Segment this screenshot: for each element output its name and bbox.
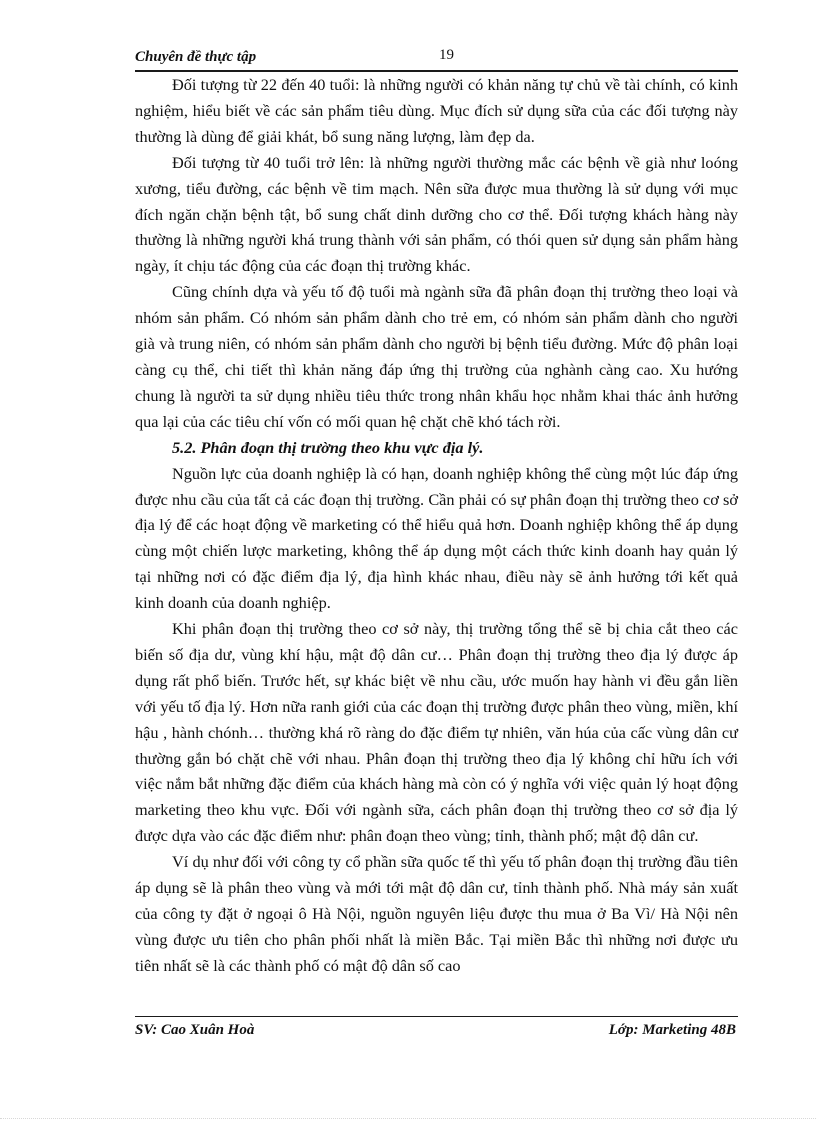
header-title: Chuyên đề thực tập xyxy=(135,49,257,65)
paragraph: Cũng chính dựa và yếu tố độ tuổi mà ngành sữa đã phân đoạn thị trường theo loại và nhóm sản phẩm. Có nhóm sản phẩm dành cho trẻ em, có nhóm sản phẩm dành cho người già và trung niên, có nhóm sản phẩm dành cho người bị bệnh tiểu đường. Mức độ phân loại càng cụ thể, chi tiết thì khản năng đáp ứng thị trường của nghành càng cao. Xu hướng chung là người ta sử dụng nhiều tiêu thức trong nhân khẩu học nhằm khai thác ảnh hưởng qua lại của các tiêu chí vốn có mối quan hệ chặt chẽ khó tách rời. xyxy=(135,282,738,431)
page-header xyxy=(135,46,738,72)
paragraph: Ví dụ như đối với công ty cổ phần sữa quốc tế thì yếu tố phân đoạn thị trường đầu tiên áp dụng sẽ là phân theo vùng và mới tới mật độ dân cư, tỉnh thành phố. Nhà máy sản xuất của công ty đặt ở ngoại ô Hà Nội, nguồn nguyên liệu được thu mua ở Ba Vì/ Hà Nội nên vùng được ưu tiên cho phân phối nhất là miền Bắc. Tại miền Bắc thì những nơi được ưu tiên nhất sẽ là các thành phố có mật độ dân số cao xyxy=(135,852,738,975)
page-number: 19 xyxy=(439,47,454,63)
paragraph: Đối tượng từ 22 đến 40 tuổi: là những người có khản năng tự chủ về tài chính, có kinh nghiệm, hiểu biết về các sản phẩm tiêu dùng. Mục đích sử dụng sữa của các đối tượng này thường là dùng để giải khát, bổ sung năng lượng, làm đẹp da. xyxy=(135,75,738,146)
page-footer xyxy=(135,1016,738,1041)
page-edge-divider xyxy=(0,1118,816,1119)
footer-student: SV: Cao Xuân Hoà xyxy=(135,1022,255,1038)
document-body xyxy=(135,72,738,979)
footer-class: Lớp: Marketing 48B xyxy=(608,1022,736,1038)
section-heading: 5.2. Phân đoạn thị trường theo khu vực địa lý. xyxy=(172,437,484,457)
paragraph: Khi phân đoạn thị trường theo cơ sở này, thị trường tổng thể sẽ bị chia cắt theo các biến số địa dư, vùng khí hậu, mật độ dân cư… Phân đoạn thị trường theo địa lý được áp dụng rất phổ biến. Trước hết, sự khác biệt về nhu cầu, ước muốn hay hành vi đều gắn liền với yếu tố địa lý. Hơn nữa ranh giới của các đoạn thị trường được phân theo vùng, miền, khí hậu , hành chónh… thường khá rõ ràng do đặc điểm tự nhiên, văn húa của cấc vùng dân cư thường gắn bó chặt chẽ với nhau. Phân đoạn thị trường theo địa lý không chỉ hữu ích với việc nắm bắt những đặc điểm của khách hàng mà còn có ý nghĩa với việc quản lý hoạt động marketing theo khu vực. Đối với ngành sữa, cách phân đoạn thị trường theo cơ sở địa lý được dựa vào các đặc điểm như: phân đoạn theo vùng; tỉnh, thành phố; mật độ dân cư. xyxy=(135,619,738,846)
paragraph: Nguồn lực của doanh nghiệp là có hạn, doanh nghiệp không thể cùng một lúc đáp ứng được nhu cầu của tất cả các đoạn thị trường. Cần phải có sự phân đoạn thị trường theo cơ sở địa lý để các hoạt động về marketing có thể hiểu quả hơn. Doanh nghiệp không thể áp dụng cùng một chiến lược marketing, không thể áp dụng một cách thức kinh doanh hay quản lý tại những nơi có đặc điểm địa lý, địa hình khác nhau, điều này sẽ ảnh hưởng tới kết quả kinh doanh của doanh nghiệp. xyxy=(135,463,738,613)
paragraph: Đối tượng từ 40 tuổi trở lên: là những người thường mắc các bệnh về già như loóng xương, tiểu đường, các bệnh về tim mạch. Nên sữa được mua thường là sử dụng với mục đích ngăn chặn bệnh tật, bổ sung chất dinh dưỡng cho cơ thể. Đối tượng khách hàng này thường là những người khá trung thành với sản phẩm, có thói quen sử dụng sản phẩm hàng ngày, ít chịu tác động của các đoạn thị trường khác. xyxy=(135,152,738,276)
